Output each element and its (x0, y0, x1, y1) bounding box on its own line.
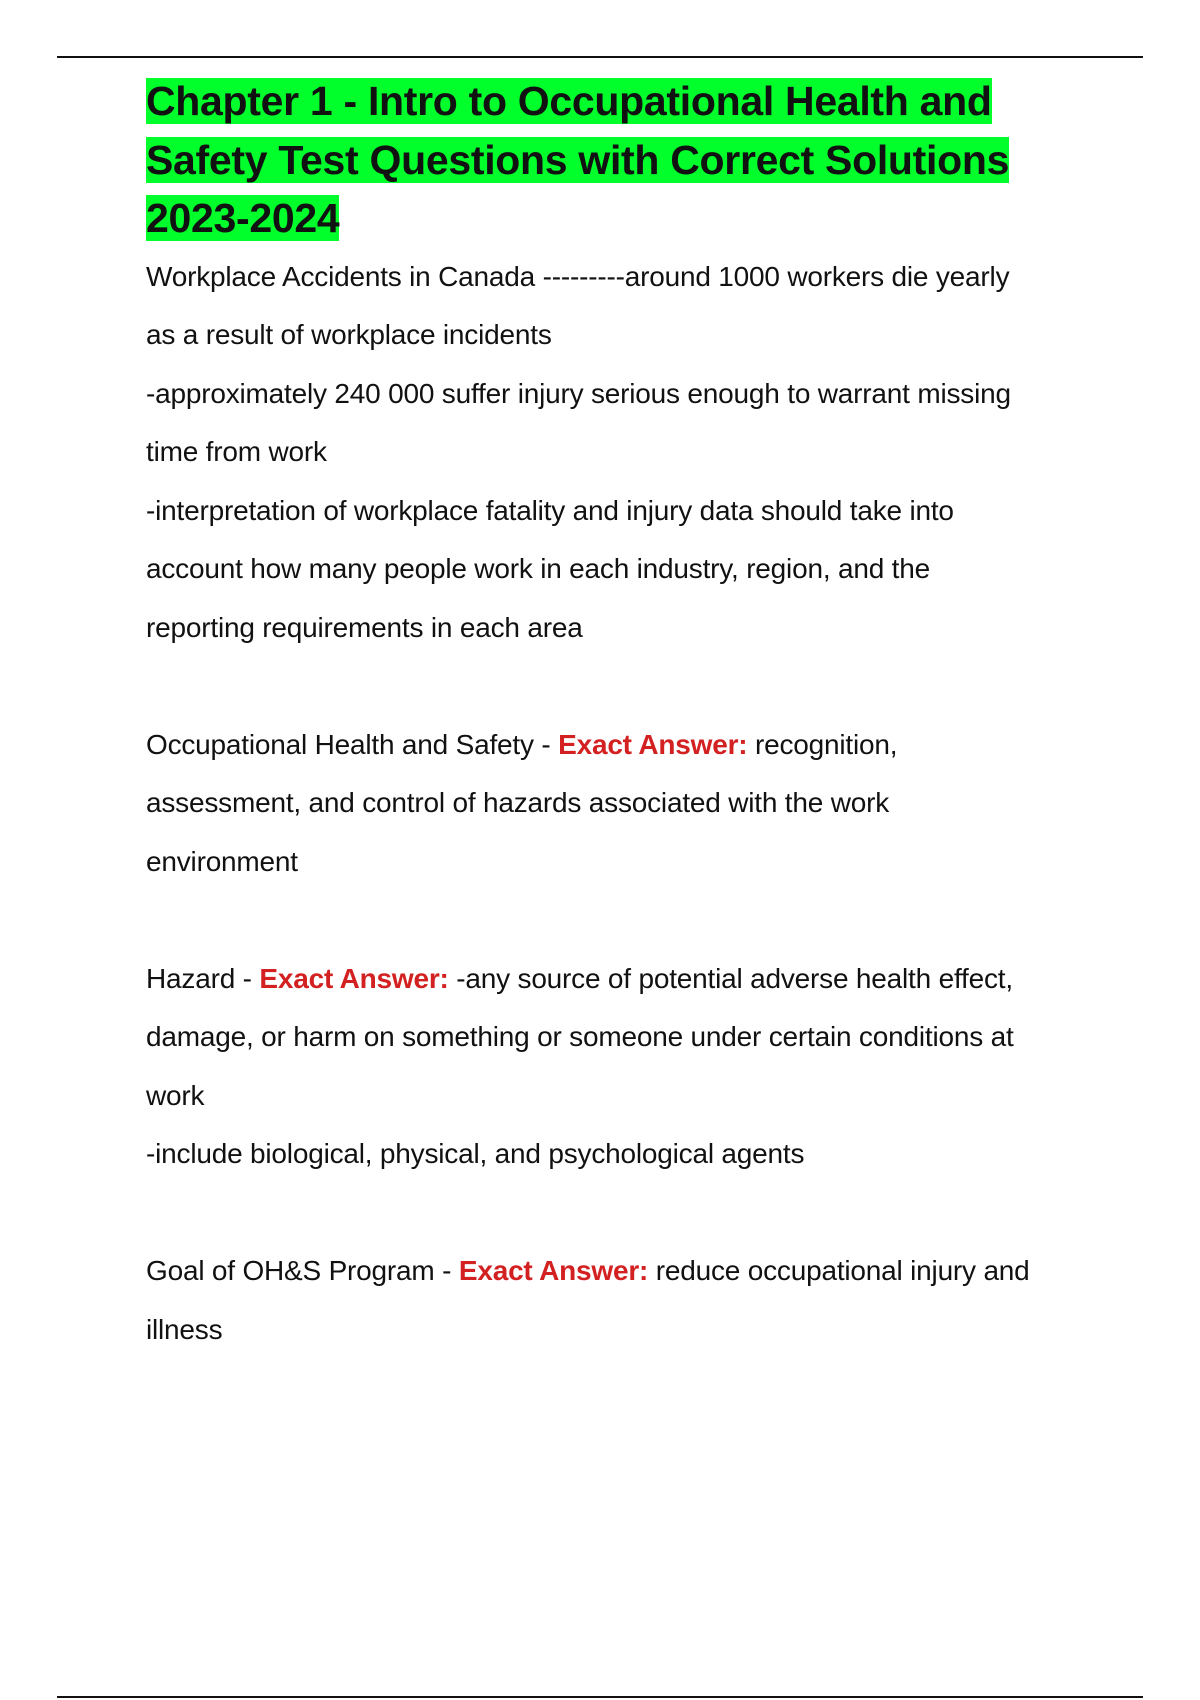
title-line-1: Chapter 1 - Intro to Occupational Health and (146, 78, 992, 124)
document-title (146, 72, 1096, 248)
document-content (146, 72, 1096, 1359)
exact-answer-label: Exact Answer: (259, 962, 449, 994)
entry-answer-text: -any source of potential adverse health effect, (448, 962, 1013, 994)
entry-goal-of-ohs-program (146, 1242, 1096, 1359)
entry-line: work (146, 1079, 205, 1111)
entry-line: reporting requirements in each area (146, 611, 583, 643)
title-line-3: 2023-2024 (146, 195, 340, 241)
entry-line: -include biological, physical, and psychological agents (146, 1138, 805, 1169)
entry-line: environment (146, 845, 298, 877)
exact-answer-label: Exact Answer: (558, 728, 748, 760)
entry-first-line (146, 1242, 1096, 1301)
title-line-2: Safety Test Questions with Correct Solutions (146, 136, 1010, 183)
entry-term: Hazard - (146, 962, 260, 994)
paragraph-gap (146, 1184, 1096, 1243)
entry-occupational-health-and-safety (146, 716, 1096, 892)
entry-line: -interpretation of workplace fatality and injury data should take into (146, 494, 954, 526)
entry-line: as a result of workplace incidents (146, 319, 552, 350)
entry-line: Workplace Accidents in Canada ---------around 1000 workers die yearly (146, 260, 1010, 292)
paragraph-gap (146, 657, 1096, 716)
entry-workplace-accidents (146, 248, 1096, 658)
entry-line: account how many people work in each industry, region, and the (146, 553, 931, 584)
entry-line: -approximately 240 000 suffer injury serious enough to warrant missing (146, 377, 1011, 409)
document-body (146, 248, 1096, 1360)
entry-first-line (146, 950, 1096, 1009)
top-rule (57, 56, 1143, 58)
entry-term: Goal of OH&S Program - (146, 1255, 459, 1286)
entry-line: assessment, and control of hazards associated with the work (146, 787, 890, 818)
paragraph-gap (146, 891, 1096, 950)
exact-answer-label: Exact Answer: (458, 1255, 649, 1286)
entry-first-line (146, 716, 1096, 775)
entry-line: illness (146, 1313, 223, 1345)
entry-hazard (146, 950, 1096, 1184)
entry-answer-text: recognition, (747, 728, 898, 760)
entry-line: time from work (146, 436, 327, 467)
entry-term: Occupational Health and Safety - (146, 728, 559, 760)
bottom-rule (57, 1696, 1143, 1698)
entry-answer-text: reduce occupational injury and (648, 1255, 1030, 1286)
entry-line: damage, or harm on something or someone under certain conditions at (146, 1021, 1014, 1052)
